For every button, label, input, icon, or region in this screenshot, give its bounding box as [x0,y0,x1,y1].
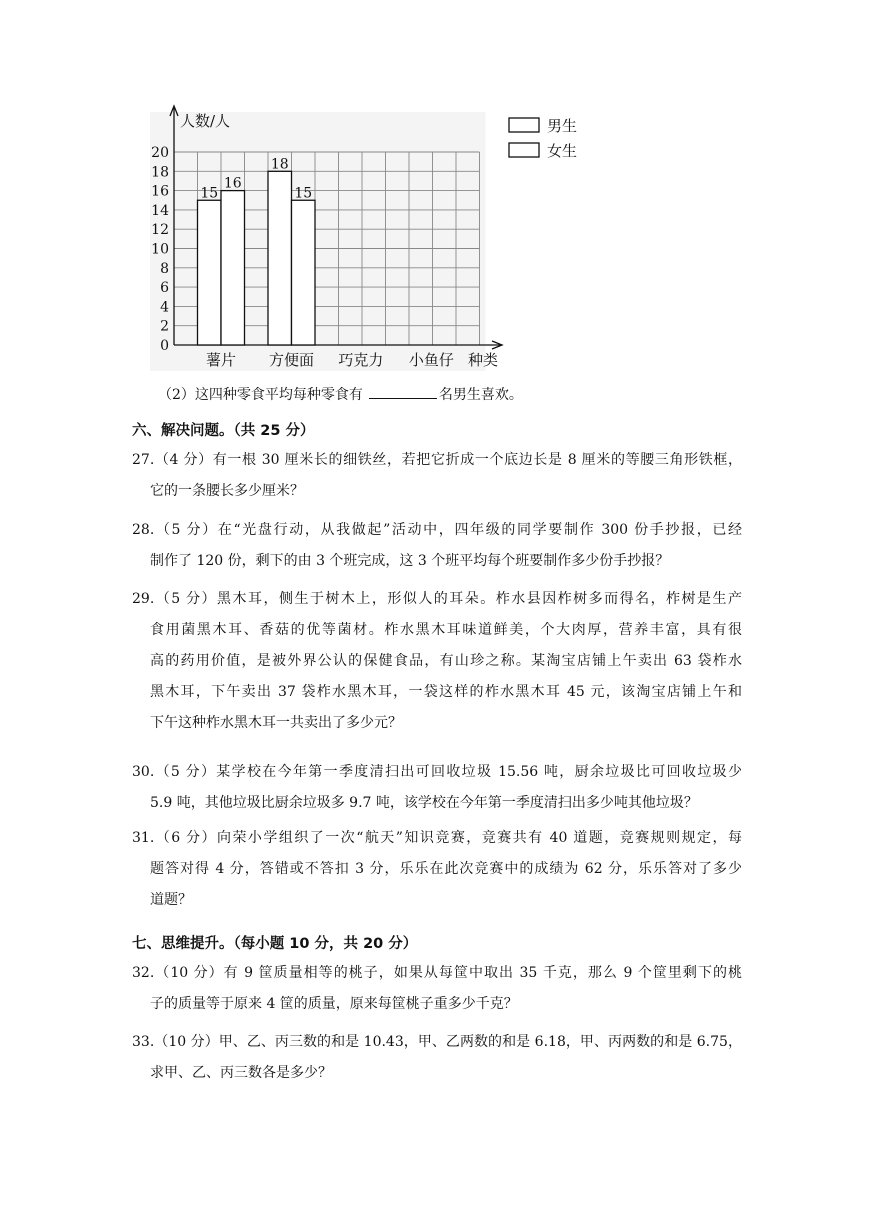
problem-line: 题答对得 4 分，答错或不答扣 3 分，乐乐在此次竞赛中的成绩为 62 分，乐乐答对了多少 [150,861,742,877]
bar-value-label: 16 [223,175,242,192]
x-tick-label: 巧克力 [338,351,384,369]
section-6-title: 六、解决问题。（共 25 分） [132,423,315,439]
y-tick-label: 10 [151,241,169,258]
problem-line: 29.（5 分）黑木耳，侧生于树木上，形似人的耳朵。柞水县因柞树多而得名，柞树是生产 [132,591,742,607]
problem-line: 子的质量等于原来 4 筐的质量，原来每筐桃子重多少千克？ [150,996,518,1012]
bar-chart-svg [140,100,610,380]
problem-32 [132,958,742,1020]
problem-line: 28.（5 分）在“光盘行动，从我做起”活动中，四年级的同学要制作 300 份手抄报，已经 [132,522,742,538]
y-tick-label: 14 [151,202,169,219]
y-tick-label: 18 [151,164,169,181]
problem-line: 32.（10 分）有 9 筐质量相等的桃子，如果从每筐中取出 35 千克，那么 9 个筐里剩下的桃 [132,965,742,981]
y-tick-label: 16 [151,183,169,200]
question-2-suffix: 名男生喜欢。 [438,387,523,403]
bar-value-label: 15 [294,185,313,202]
x-tick-label: 方便面 [268,351,315,369]
legend-swatch [509,118,539,132]
problem-line: 黑木耳，下午卖出 37 袋柞水黑木耳，一袋这样的柞水黑木耳 45 元，该淘宝店铺上午和 [150,684,742,700]
bar [221,191,245,345]
bar [292,200,316,345]
y-tick-label: 4 [160,299,169,316]
y-tick-label: 0 [160,338,169,354]
legend-label: 男生 [547,117,578,135]
problem-28 [132,515,742,577]
question-2-prefix: （2）这四种零食平均每种零食有 [158,387,363,403]
bar-value-label: 18 [270,156,289,173]
bar-chart [140,100,610,380]
y-tick-label: 6 [160,280,169,297]
problem-line: 道题？ [150,892,192,908]
x-axis-label: 种类 [468,351,499,369]
problem-line: 高的药用价值，是被外界公认的保健食品，有山珍之称。某淘宝店铺上午卖出 63 袋柞水 [150,653,742,669]
problem-line: 31.（6 分）向荣小学组织了一次“航天”知识竞赛，竞赛共有 40 道题，竞赛规则规定，每 [132,830,742,846]
answer-blank[interactable] [369,383,437,399]
y-tick-label: 8 [160,260,169,277]
problem-line: 33.（10 分）甲、乙、丙三数的和是 10.43，甲、乙两数的和是 6.18，甲、丙两数的和是 6.75， [132,1034,742,1050]
bar-value-label: 15 [200,185,219,202]
problem-33 [132,1027,742,1089]
problem-31 [132,823,742,916]
x-tick-label: 薯片 [205,351,237,369]
y-tick-label: 12 [151,222,169,239]
y-axis-label: 人数/人 [180,112,231,130]
legend-label: 女生 [547,142,578,160]
bar [198,200,222,345]
legend-swatch [509,143,539,157]
problem-27 [132,445,742,507]
question-2 [158,383,523,407]
problem-line: 27.（4 分）有一根 30 厘米长的细铁丝，若把它折成一个底边长是 8 厘米的等腰三角形铁框， [132,452,742,468]
x-tick-label: 小鱼仔 [408,351,454,369]
y-tick-label: 20 [151,145,169,161]
problem-line: 制作了 120 份，剩下的由 3 个班完成，这 3 个班平均每个班要制作多少份手抄报？ [150,553,670,569]
problem-30 [132,757,742,819]
section-7-title: 七、思维提升。（每小题 10 分，共 20 分） [132,936,418,952]
problem-line: 30.（5 分）某学校在今年第一季度清扫出可回收垃圾 15.56 吨，厨余垃圾比可回收垃圾少 [132,764,742,780]
problem-line: 它的一条腰长多少厘米？ [150,483,304,499]
problem-line: 5.9 吨，其他垃圾比厨余垃圾多 9.7 吨，该学校在今年第一季度清扫出多少吨其他垃圾？ [150,795,698,811]
problem-line: 食用菌黑木耳、香菇的优等菌材。柞水黑木耳味道鲜美，个大肉厚，营养丰富，具有很 [150,622,742,638]
y-tick-label: 2 [160,318,169,335]
problem-line: 下午这种柞水黑木耳一共卖出了多少元？ [150,715,402,731]
problem-line: 求甲、乙、丙三数各是多少？ [150,1065,332,1081]
problem-29 [132,584,742,739]
bar [268,171,292,345]
